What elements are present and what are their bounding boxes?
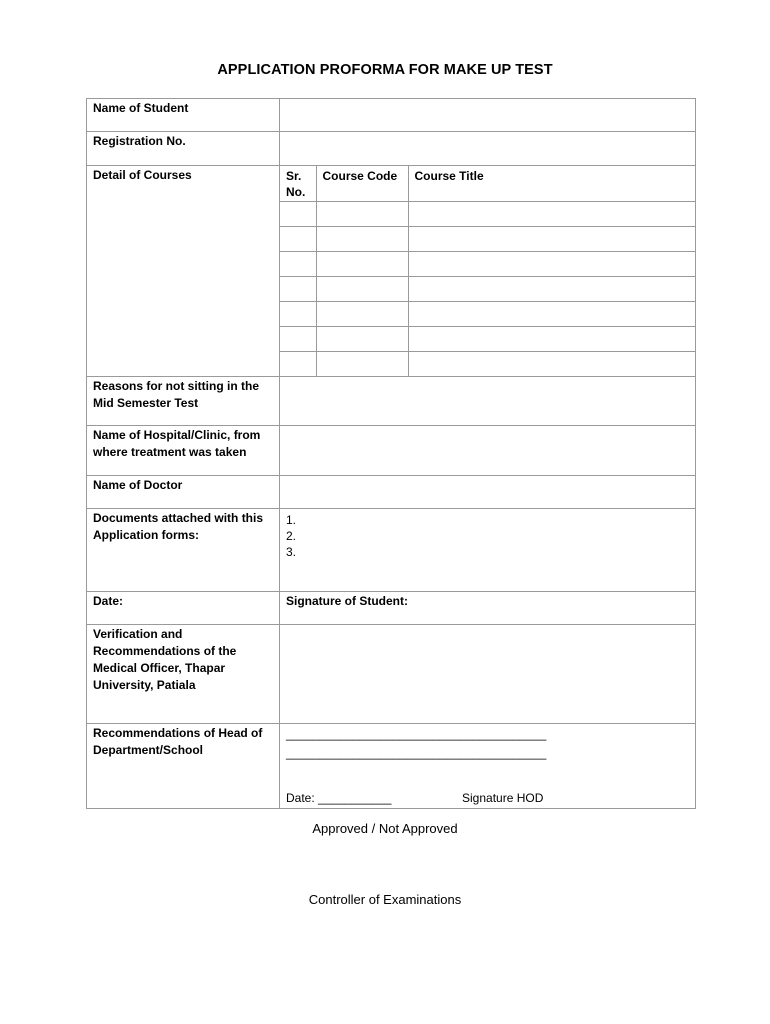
table-row — [280, 252, 695, 277]
hod-line-1: _______________________________________ — [286, 727, 547, 741]
signature-student-cell[interactable]: Signature of Student: — [280, 592, 696, 625]
code-cell[interactable] — [316, 277, 408, 302]
header-sr-no: Sr. No. — [280, 166, 316, 202]
sr-cell[interactable] — [280, 327, 316, 352]
page-title: APPLICATION PROFORMA FOR MAKE UP TEST — [217, 62, 553, 78]
sr-cell[interactable] — [280, 302, 316, 327]
list-item: 3. — [286, 545, 297, 559]
list-item: 2. — [286, 529, 297, 543]
table-row — [280, 227, 695, 252]
title-cell[interactable] — [408, 277, 695, 302]
hod-cell[interactable] — [280, 724, 696, 809]
title-cell[interactable] — [408, 252, 695, 277]
label-doctor: Name of Doctor — [87, 476, 280, 509]
table-row — [280, 327, 695, 352]
title-cell[interactable] — [408, 302, 695, 327]
label-registration-no: Registration No. — [87, 132, 280, 166]
label-verification: Verification and Recommendations of the Medical Officer, Thapar University, Patiala — [87, 625, 280, 724]
sr-cell[interactable] — [280, 227, 316, 252]
header-course-code: Course Code — [316, 166, 408, 202]
documents-list — [280, 509, 695, 560]
approval-status-text: Approved / Not Approved — [312, 821, 458, 836]
input-hospital[interactable] — [280, 426, 696, 476]
documents-cell[interactable] — [280, 509, 696, 592]
table-row — [280, 352, 695, 377]
code-cell[interactable] — [316, 227, 408, 252]
courses-cell — [280, 166, 696, 377]
courses-header-row — [280, 166, 695, 202]
title-cell[interactable] — [408, 352, 695, 377]
input-name-of-student[interactable] — [280, 99, 696, 132]
sr-cell[interactable] — [280, 277, 316, 302]
label-hospital: Name of Hospital/Clinic, from where treatment was taken — [87, 426, 280, 476]
table-row — [280, 302, 695, 327]
list-item: 1. — [286, 513, 297, 527]
code-cell[interactable] — [316, 352, 408, 377]
input-verification[interactable] — [280, 625, 696, 724]
hod-date-label: Date: ___________ — [286, 791, 392, 805]
sr-cell[interactable] — [280, 352, 316, 377]
input-doctor[interactable] — [280, 476, 696, 509]
header-course-title: Course Title — [408, 166, 695, 202]
application-form-table — [86, 98, 696, 809]
label-date: Date: — [87, 592, 280, 625]
input-registration-no[interactable] — [280, 132, 696, 166]
label-reasons: Reasons for not sitting in the Mid Semester Test — [87, 377, 280, 426]
code-cell[interactable] — [316, 302, 408, 327]
table-row — [280, 202, 695, 227]
hod-signature-label: Signature HOD — [462, 791, 544, 805]
input-reasons[interactable] — [280, 377, 696, 426]
label-name-of-student: Name of Student — [87, 99, 280, 132]
title-cell[interactable] — [408, 202, 695, 227]
courses-table — [280, 166, 695, 376]
code-cell[interactable] — [316, 327, 408, 352]
title-cell[interactable] — [408, 227, 695, 252]
sr-cell[interactable] — [280, 252, 316, 277]
code-cell[interactable] — [316, 252, 408, 277]
title-cell[interactable] — [408, 327, 695, 352]
label-documents: Documents attached with this Application forms: — [87, 509, 280, 592]
controller-of-examinations: Controller of Examinations — [308, 892, 462, 907]
sr-cell[interactable] — [280, 202, 316, 227]
label-hod-recommendations: Recommendations of Head of Department/School — [87, 724, 280, 809]
code-cell[interactable] — [316, 202, 408, 227]
table-row — [280, 277, 695, 302]
hod-line-2: _______________________________________ — [286, 746, 547, 760]
label-detail-of-courses: Detail of Courses — [87, 166, 280, 377]
hod-footer — [280, 788, 695, 808]
